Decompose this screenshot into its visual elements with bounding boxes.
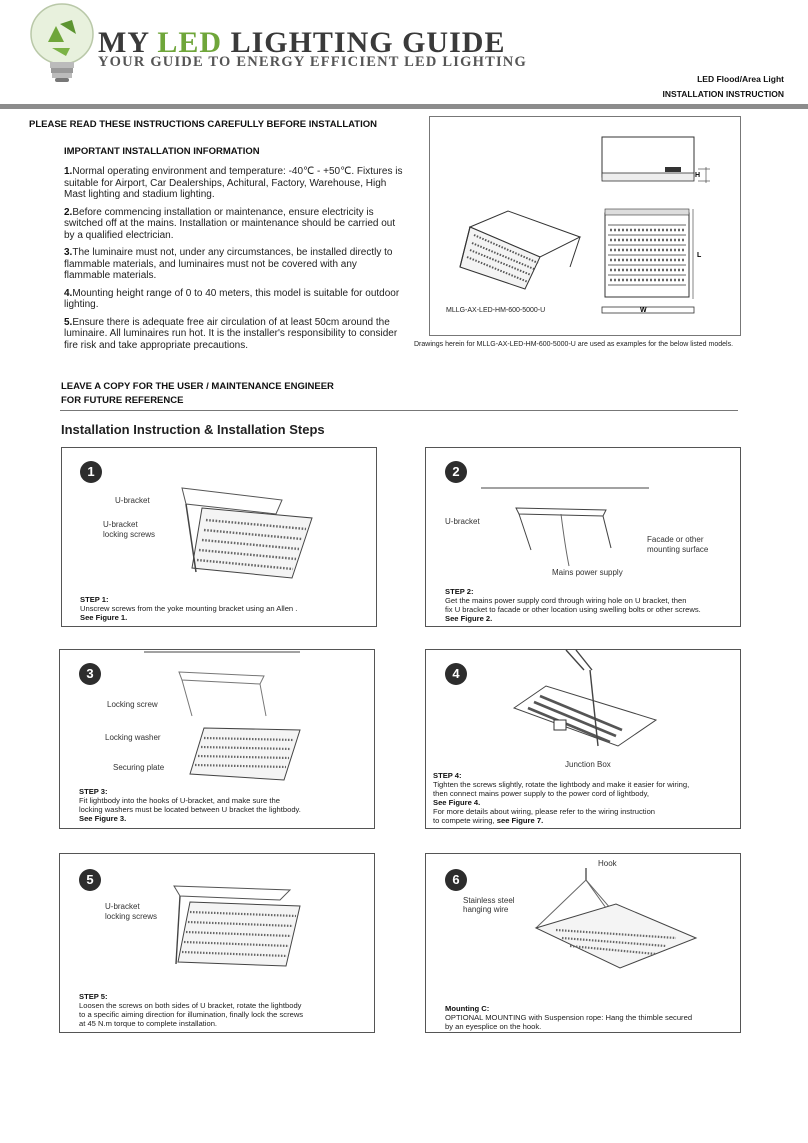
leave-copy-line-1: LEAVE A COPY FOR THE USER / MAINTENANCE ENGINEER (61, 381, 334, 392)
step-3-label-locking-screw: Locking screw (107, 700, 158, 709)
step-5-text: STEP 5: Loosen the screws on both sides of U bracket, rotate the lightbody to a specific aiming direction for illumination, finally lock the screws at 45 N.m torque to complete installation. (79, 992, 304, 1028)
step-5-label-screws: locking screws (105, 912, 158, 921)
step-4-box (425, 649, 741, 829)
doc-title: INSTALLATION INSTRUCTION (662, 89, 784, 99)
step-2-label-facade-2: mounting surface (647, 545, 709, 554)
note-5: 5.Ensure there is adequate free air circulation of at least 50cm around the luminaire. All luminaires run hot. It is the installer's responsibility to consider fire risk and take appropriate precautions. (64, 316, 398, 351)
step-1-label-u-bracket: U-bracket (115, 496, 150, 505)
dim-h-label: H (695, 172, 701, 179)
step-2-label-u-bracket: U-bracket (445, 517, 480, 526)
step-6-text: Mounting C: OPTIONAL MOUNTING with Suspension rope: Hang the thimble secured by an eyesplice on the hook. (445, 1004, 693, 1031)
step-1-illustration (172, 478, 322, 588)
step-4-label-junction-box: Junction Box (565, 760, 611, 769)
step-3-label-locking-washer: Locking washer (105, 733, 161, 742)
step-4-text: STEP 4: Tighten the screws slightly, rotate the lightbody and make it easier for wiring, then connect mains power supply to the power cord of lightbody, See Figure 4. For more details about wiring, please refer to the wiring instruction to compete wiring, see Figure 7. (433, 771, 690, 825)
step-2-label-mains: Mains power supply (552, 568, 623, 577)
note-1: 1.Normal operating environment and temperature: -40℃ - +50℃. Fixtures is suitable for Airport, Car Dealerships, Achitural, Factory, Warehouse, High Mast lighting and stadium lighting. (64, 166, 403, 200)
step-2-illustration (481, 486, 681, 576)
step-3-label-securing-plate: Securing plate (113, 763, 165, 772)
step-1-number: 1 (80, 461, 102, 483)
doc-type: LED Flood/Area Light (697, 74, 784, 84)
section-title: Installation Instruction & Installation Steps (61, 422, 325, 437)
dim-l-label: L (697, 252, 702, 259)
step-5-box (59, 853, 375, 1033)
spec-model: MLLG-AX-LED-HM-600-5000-U (446, 307, 546, 314)
note-2: 2.Before commencing installation or maintenance, ensure electricity is switched off at the mains. Installation or maintenance should be carried out by a qualified electrician. (64, 206, 396, 241)
spec-caption: Drawings herein for MLLG-AX-LED-HM-600-5000-U are used as examples for the below listed models. (414, 341, 734, 348)
step-5-label-u-bracket: U-bracket (105, 902, 140, 911)
step-1-label-screws-1: U-bracket (103, 520, 138, 529)
brand-tagline: YOUR GUIDE TO ENERGY EFFICIENT LED LIGHTING (98, 54, 527, 70)
step-6-box (425, 853, 741, 1033)
step-5-number: 5 (79, 869, 101, 891)
step-3-box (59, 649, 375, 829)
step-3-number: 3 (79, 663, 101, 685)
step-2-label-facade-1: Facade or other (647, 535, 704, 544)
leave-copy-line-2: FOR FUTURE REFERENCE (61, 395, 184, 406)
step-4-number: 4 (445, 663, 467, 685)
important-heading: IMPORTANT INSTALLATION INFORMATION (64, 146, 260, 157)
floodlight-dimension-drawing (430, 117, 740, 335)
brand-title: MY LED LIGHTING GUIDE (98, 26, 506, 59)
spec-drawing-box (429, 116, 741, 336)
step-6-illustration (516, 868, 706, 978)
important-notes (64, 166, 404, 357)
note-4: 4.Mounting height range of 0 to 40 meters, this model is suitable for outdoor lighting. (64, 287, 400, 310)
step-1-box (61, 447, 377, 627)
step-6-label-hook: Hook (598, 859, 617, 868)
section-divider (60, 410, 738, 411)
step-1-label-screws-2: locking screws (103, 530, 156, 539)
step-1-text: STEP 1: Unscrew screws from the yoke mounting bracket using an Allen . See Figure 1. (80, 595, 298, 622)
dim-w-label: W (640, 307, 647, 314)
warning-heading: PLEASE READ THESE INSTRUCTIONS CAREFULLY BEFORE INSTALLATION (29, 119, 378, 130)
step-2-text: STEP 2: Get the mains power supply cord through wiring hole on U bracket, then fix U bracket to facade or other location using swelling bolts or other screws. See Figure 2. (445, 587, 701, 623)
recycle-bulb-logo-icon (26, 2, 98, 84)
step-6-label-wire-2: hanging wire (463, 905, 509, 914)
step-6-label-wire-1: Stainless steel (463, 896, 515, 905)
note-3: 3.The luminaire must not, under any circumstances, be installed directly to flammable materials, and luminaires must not be covered with any flammable materials. (64, 247, 393, 281)
step-2-number: 2 (445, 461, 467, 483)
step-6-number: 6 (445, 869, 467, 891)
header-divider (0, 104, 808, 109)
step-5-illustration (160, 880, 320, 970)
step-4-illustration (506, 650, 666, 760)
step-3-text: STEP 3: Fit lightbody into the hooks of U-bracket, and make sure the locking washers must be located between U bracket the lightbody. See Figure 3. (79, 787, 301, 823)
step-2-box (425, 447, 741, 627)
step-3-illustration (144, 650, 364, 785)
